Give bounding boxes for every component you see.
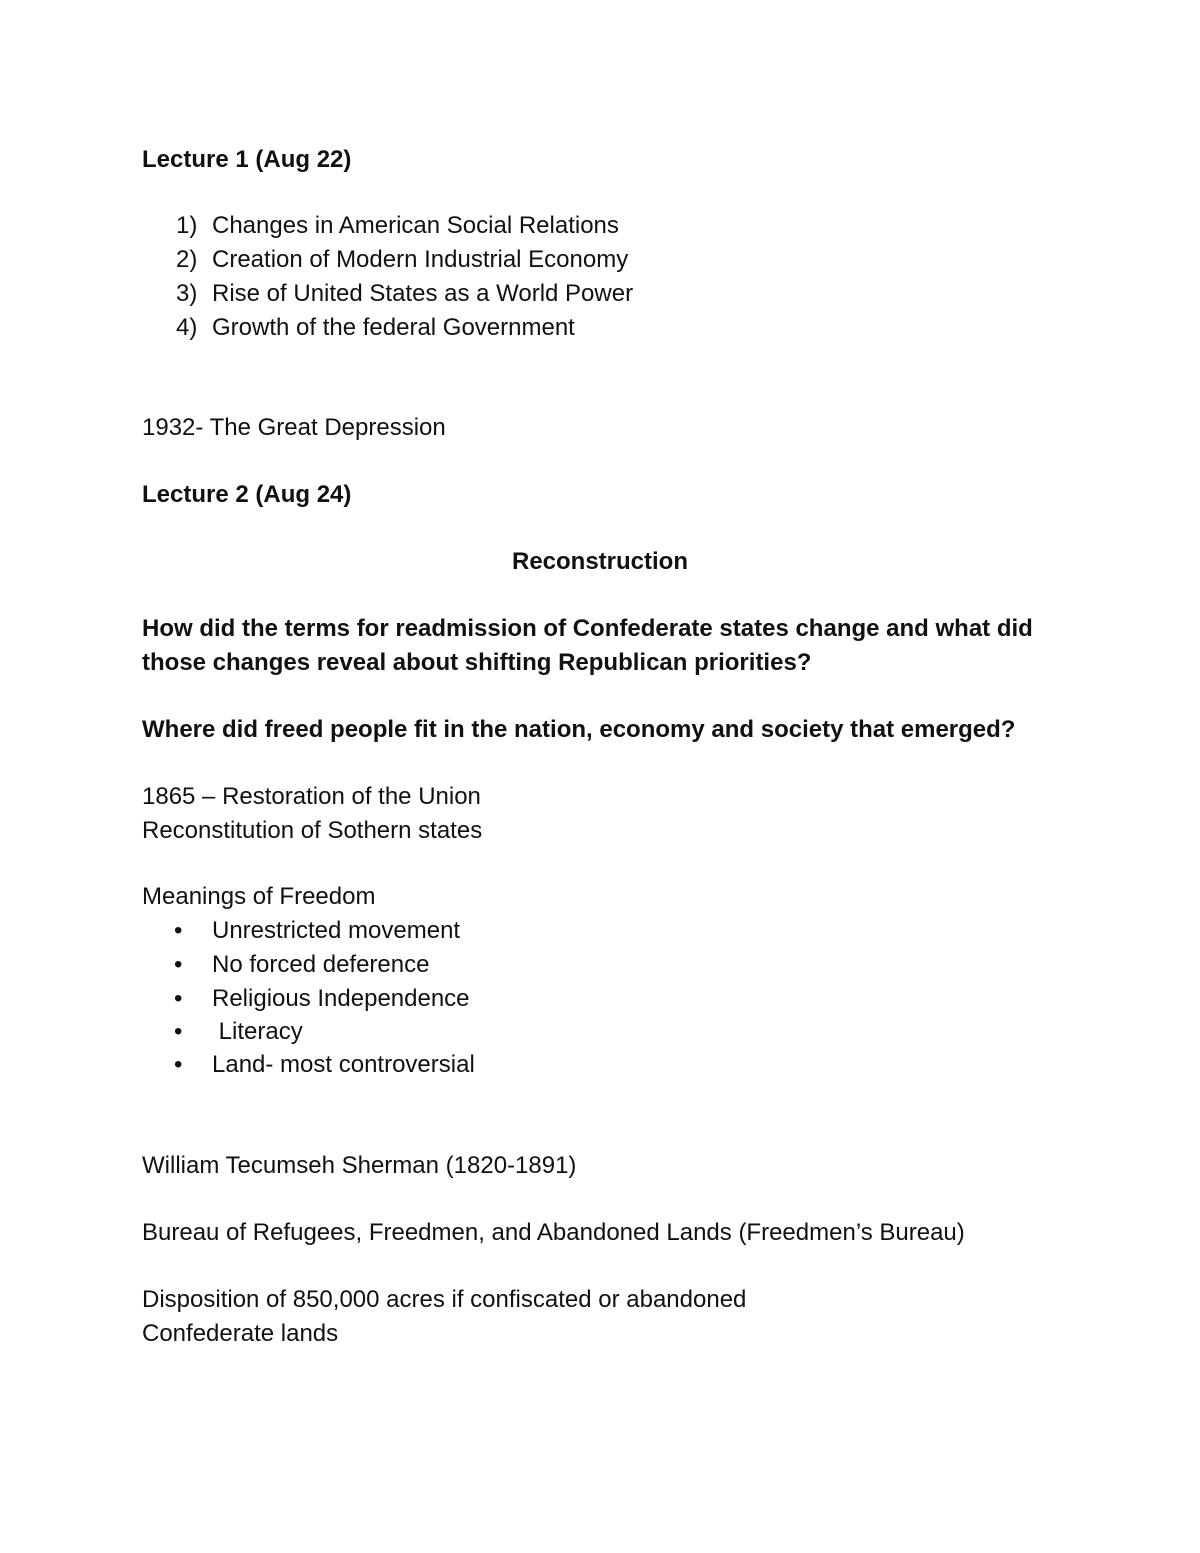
- section-title: Reconstruction: [511, 548, 688, 575]
- bullet-icon: •: [174, 985, 183, 1012]
- question-2: Where did freed people fit in the nation, economy and society that emerged?: [142, 716, 1016, 743]
- freedom-heading: Meanings of Freedom: [142, 883, 376, 910]
- bullet-icon: •: [174, 917, 183, 944]
- list-item-marker: 4): [176, 314, 198, 341]
- list-item: Literacy: [212, 1018, 303, 1045]
- question-1-line-1: How did the terms for readmission of Confederate states change and what did: [142, 615, 1033, 642]
- disposition-line-1: Disposition of 850,000 acres if confiscated or abandoned: [142, 1286, 747, 1313]
- sherman-line: William Tecumseh Sherman (1820-1891): [142, 1152, 577, 1179]
- bullet-icon: •: [174, 951, 183, 978]
- restoration-line-2: Reconstitution of Sothern states: [142, 817, 483, 844]
- question-1-line-2: those changes reveal about shifting Republican priorities?: [142, 649, 812, 676]
- depression-line: 1932- The Great Depression: [142, 414, 446, 441]
- list-item: No forced deference: [212, 951, 430, 978]
- list-item: Changes in American Social Relations: [212, 212, 619, 239]
- list-item-marker: 3): [176, 280, 198, 307]
- lecture-2-heading: Lecture 2 (Aug 24): [142, 481, 352, 508]
- bureau-line: Bureau of Refugees, Freedmen, and Abandoned Lands (Freedmen’s Bureau): [142, 1219, 965, 1246]
- list-item-marker: 1): [176, 212, 198, 239]
- bullet-icon: •: [174, 1018, 183, 1045]
- disposition-line-2: Confederate lands: [142, 1320, 339, 1347]
- list-item: Land- most controversial: [212, 1051, 475, 1078]
- list-item-marker: 2): [176, 246, 198, 273]
- list-item: Unrestricted movement: [212, 917, 461, 944]
- list-item: Rise of United States as a World Power: [212, 280, 634, 307]
- list-item: Growth of the federal Government: [212, 314, 575, 341]
- list-item: Creation of Modern Industrial Economy: [212, 246, 629, 273]
- list-item: Religious Independence: [212, 985, 470, 1012]
- lecture-1-heading: Lecture 1 (Aug 22): [142, 146, 352, 173]
- bullet-icon: •: [174, 1051, 183, 1078]
- restoration-line-1: 1865 – Restoration of the Union: [142, 783, 481, 810]
